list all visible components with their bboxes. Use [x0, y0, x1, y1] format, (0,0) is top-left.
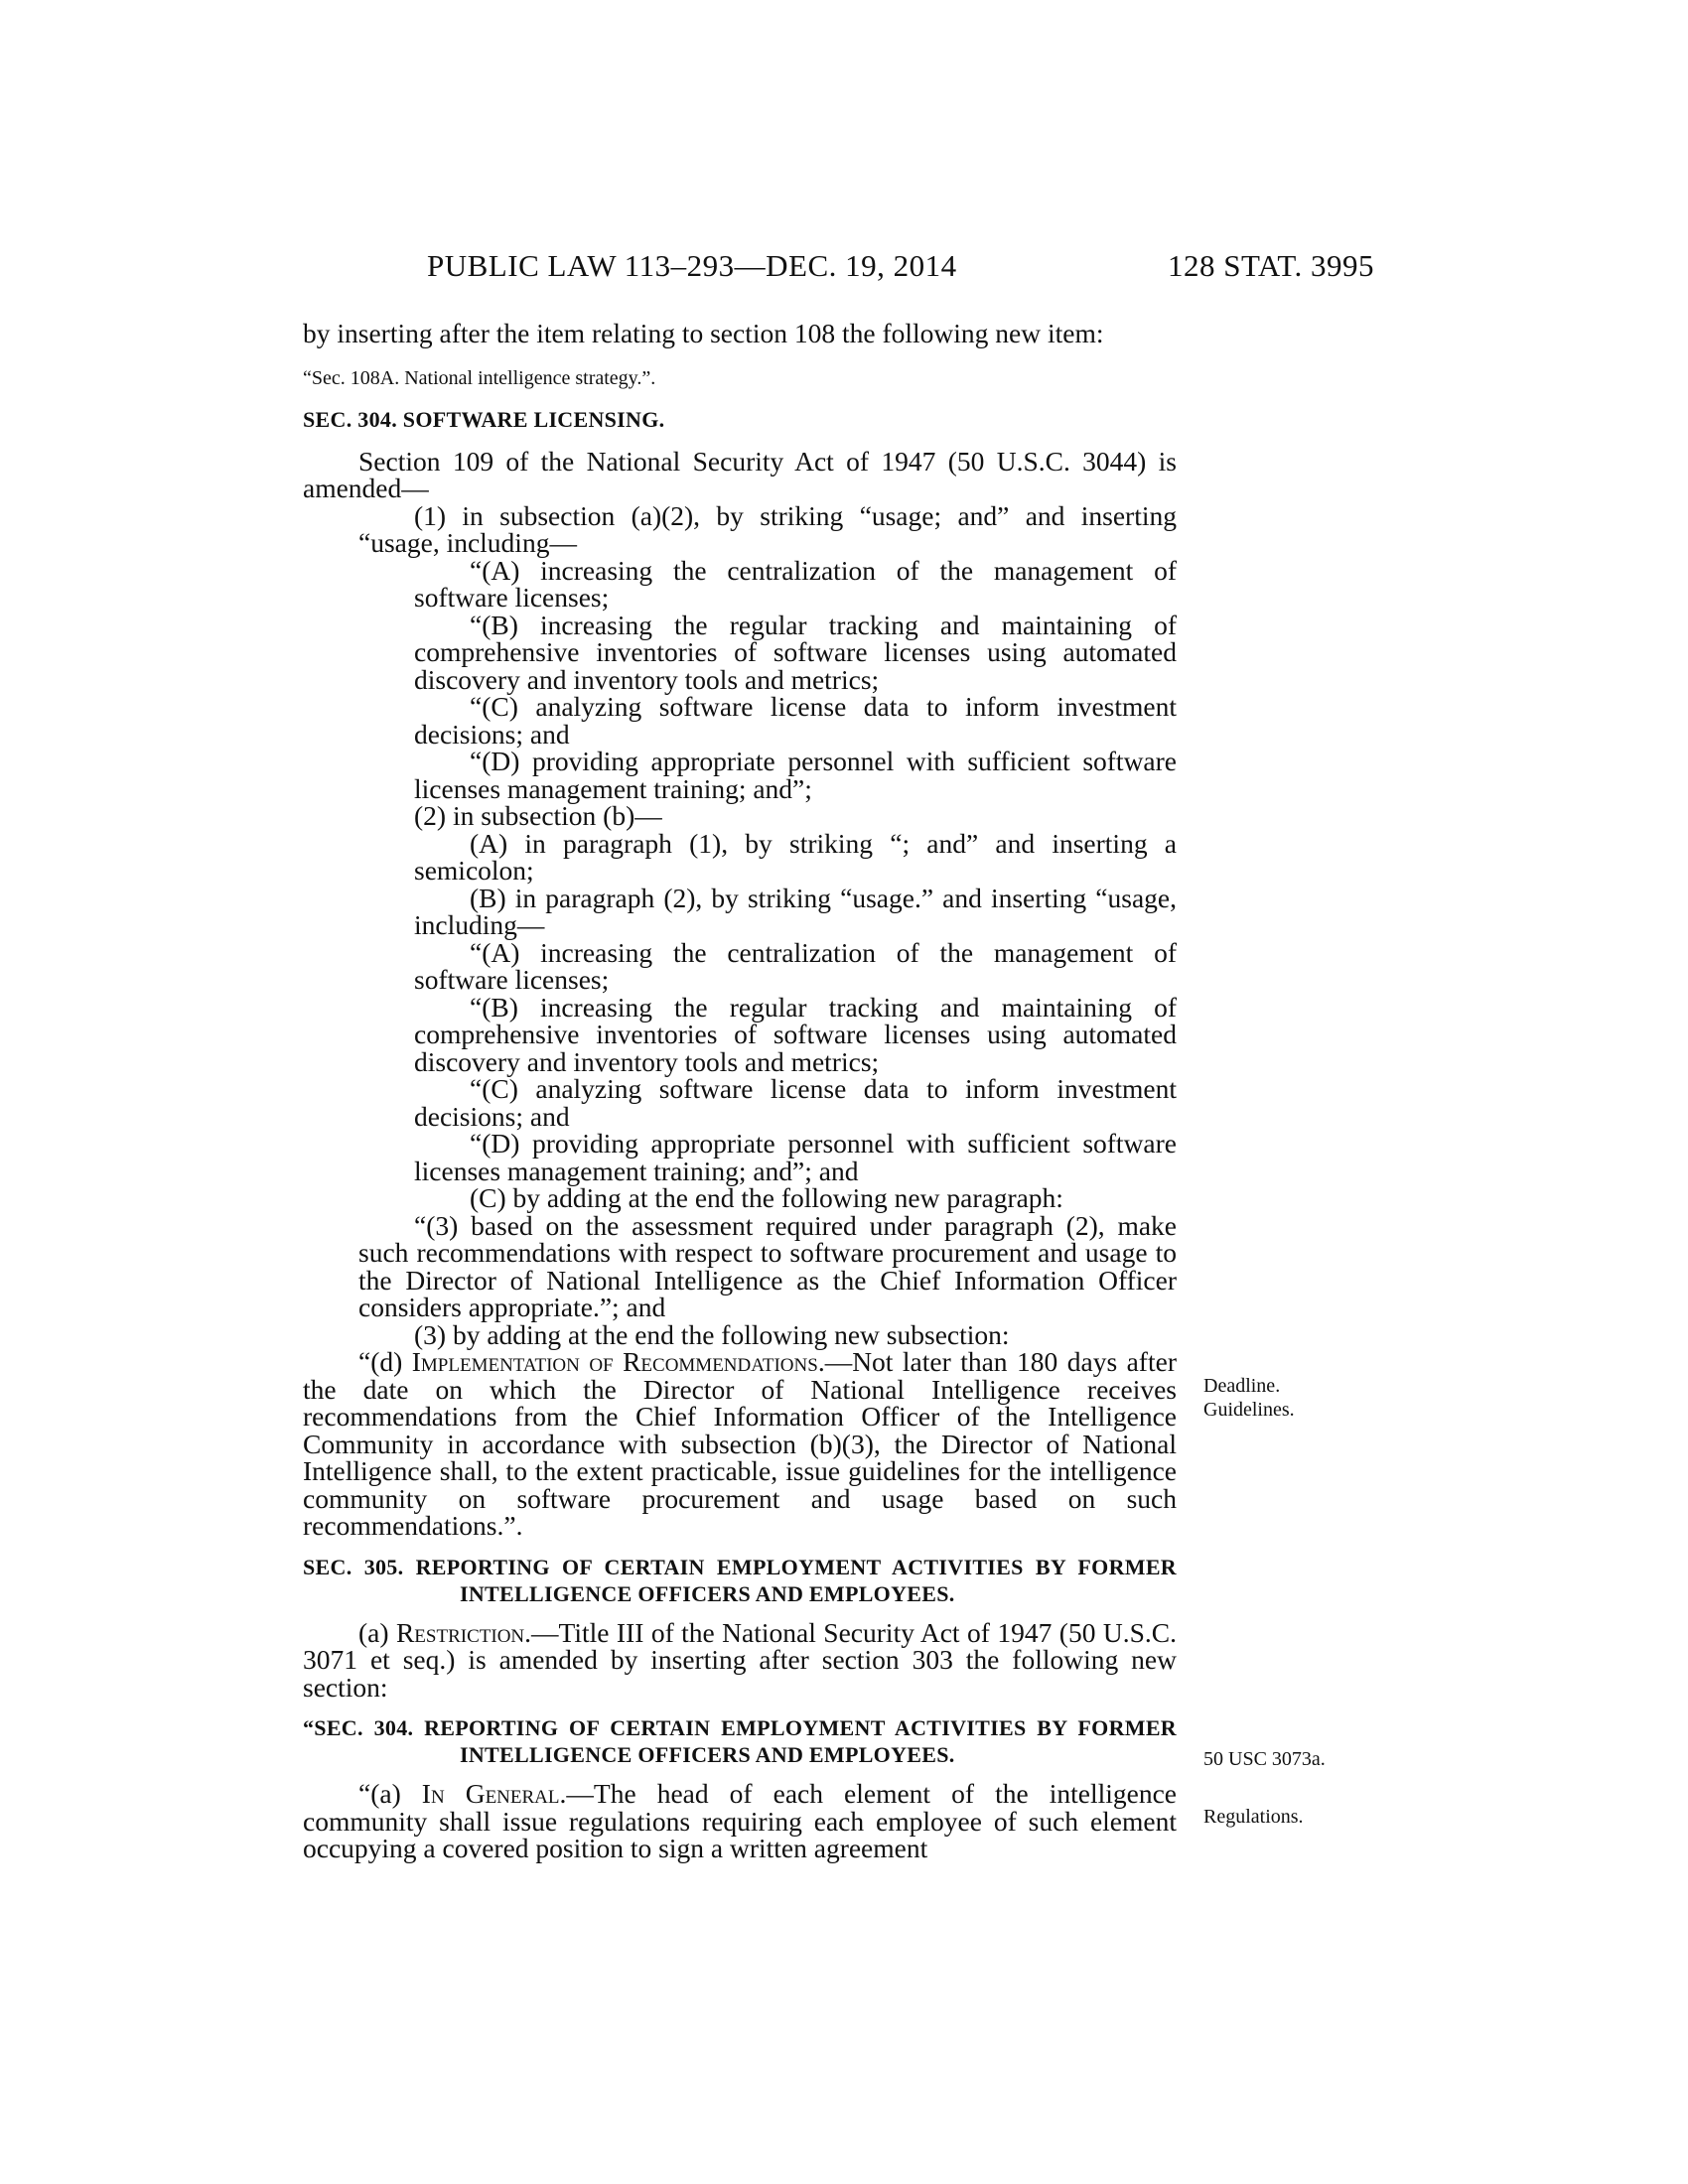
subsection-text: .—Title III of the National Security Act of 1947 (50 U.S.C. 3071 et seq.) is amended by inserting after section 303 the following new section:	[303, 1616, 1177, 1703]
margin-note-guidelines: Guidelines.	[1203, 1399, 1295, 1421]
subsection-text: .—Not later than 180 days after the date on which the Director of National Intelligence receives recommendations from the Chief Information Officer of the Intelligence Community in accordance with subsection (b)(3), the Director of National Intelligence shall, to the extent practicable, issue guidelines for the intelligence community on software procurement and usage based on such recommendations.”.	[303, 1346, 1177, 1541]
page-header	[0, 248, 1688, 288]
list-item: “(C) analyzing software license data to inform investment decisions; and	[414, 1073, 1177, 1132]
list-item: “(D) providing appropriate personnel with sufficient software licenses management training; and”; and	[414, 1128, 1177, 1186]
list-item: “(A) increasing the centralization of the management of software licenses;	[414, 936, 1177, 995]
list-item: (2) in subsection (b)—	[414, 800, 662, 831]
subsection-heading: Restriction	[395, 1616, 525, 1648]
subsection-paragraph	[303, 1616, 1177, 1703]
list-item: “(3) based on the assessment required under paragraph (2), make such recommendations with respect to software procurement and usage to the Director of National Intelligence as the Chief Information Officer considers appropriate.”; and	[358, 1209, 1177, 1322]
subsection-heading: In General	[421, 1778, 560, 1809]
list-item: “(A) increasing the centralization of the management of software licenses;	[414, 554, 1177, 613]
subsection-label: “(a)	[358, 1778, 422, 1809]
table-of-contents-item: “Sec. 108A. National intelligence strategy.”.	[303, 366, 656, 389]
body-paragraph: Section 109 of the National Security Act of 1947 (50 U.S.C. 3044) is amended—	[303, 445, 1177, 503]
body-paragraph: by inserting after the item relating to section 108 the following new item:	[303, 318, 1104, 348]
list-item: (1) in subsection (a)(2), by striking “usage; and” and inserting “usage, including—	[358, 499, 1177, 558]
list-item: (A) in paragraph (1), by striking “; and” and inserting a semicolon;	[414, 827, 1177, 886]
subsection-paragraph	[303, 1780, 1177, 1862]
list-item: (B) in paragraph (2), by striking “usage.” and inserting “usage, including—	[414, 882, 1177, 940]
list-item: (3) by adding at the end the following new subsection:	[414, 1318, 1010, 1350]
list-item: “(B) increasing the regular tracking and maintaining of comprehensive inventories of software licenses using automated discovery and inventory tools and metrics;	[414, 609, 1177, 695]
page-title: PUBLIC LAW 113–293—DEC. 19, 2014	[427, 248, 957, 283]
section-heading: SEC. 304. SOFTWARE LICENSING.	[303, 407, 665, 432]
section-heading: “SEC. 304. REPORTING OF CERTAIN EMPLOYMENT ACTIVITIES BY FORMER INTELLIGENCE OFFICERS AND EMPLOYEES.	[303, 1715, 1177, 1767]
list-item: “(D) providing appropriate personnel with sufficient software licenses management training; and”;	[414, 746, 1177, 804]
list-item: “(B) increasing the regular tracking and maintaining of comprehensive inventories of software licenses using automated discovery and inventory tools and metrics;	[414, 991, 1177, 1077]
subsection-label: (a)	[358, 1616, 396, 1648]
margin-note-usc: 50 USC 3073a.	[1203, 1748, 1326, 1770]
subsection-heading: Implementation of Recommendations	[411, 1346, 818, 1377]
subsection-text: .—The head of each element of the intelligence community shall issue regulations requiring each employee of such element occupying a covered position to sign a written agreement	[303, 1778, 1178, 1863]
subsection-paragraph	[303, 1348, 1177, 1540]
margin-note-regulations: Regulations.	[1203, 1806, 1304, 1828]
document-body	[303, 320, 1177, 1862]
list-item: (C) by adding at the end the following new paragraph:	[470, 1182, 1063, 1213]
section-heading: SEC. 305. REPORTING OF CERTAIN EMPLOYMENT ACTIVITIES BY FORMER INTELLIGENCE OFFICERS AND EMPLOYEES.	[303, 1554, 1177, 1606]
statute-page-number: 128 STAT. 3995	[1167, 248, 1374, 283]
margin-note-deadline: Deadline.	[1203, 1375, 1281, 1397]
subsection-label: “(d)	[358, 1346, 412, 1377]
list-item: “(C) analyzing software license data to inform investment decisions; and	[414, 691, 1177, 750]
